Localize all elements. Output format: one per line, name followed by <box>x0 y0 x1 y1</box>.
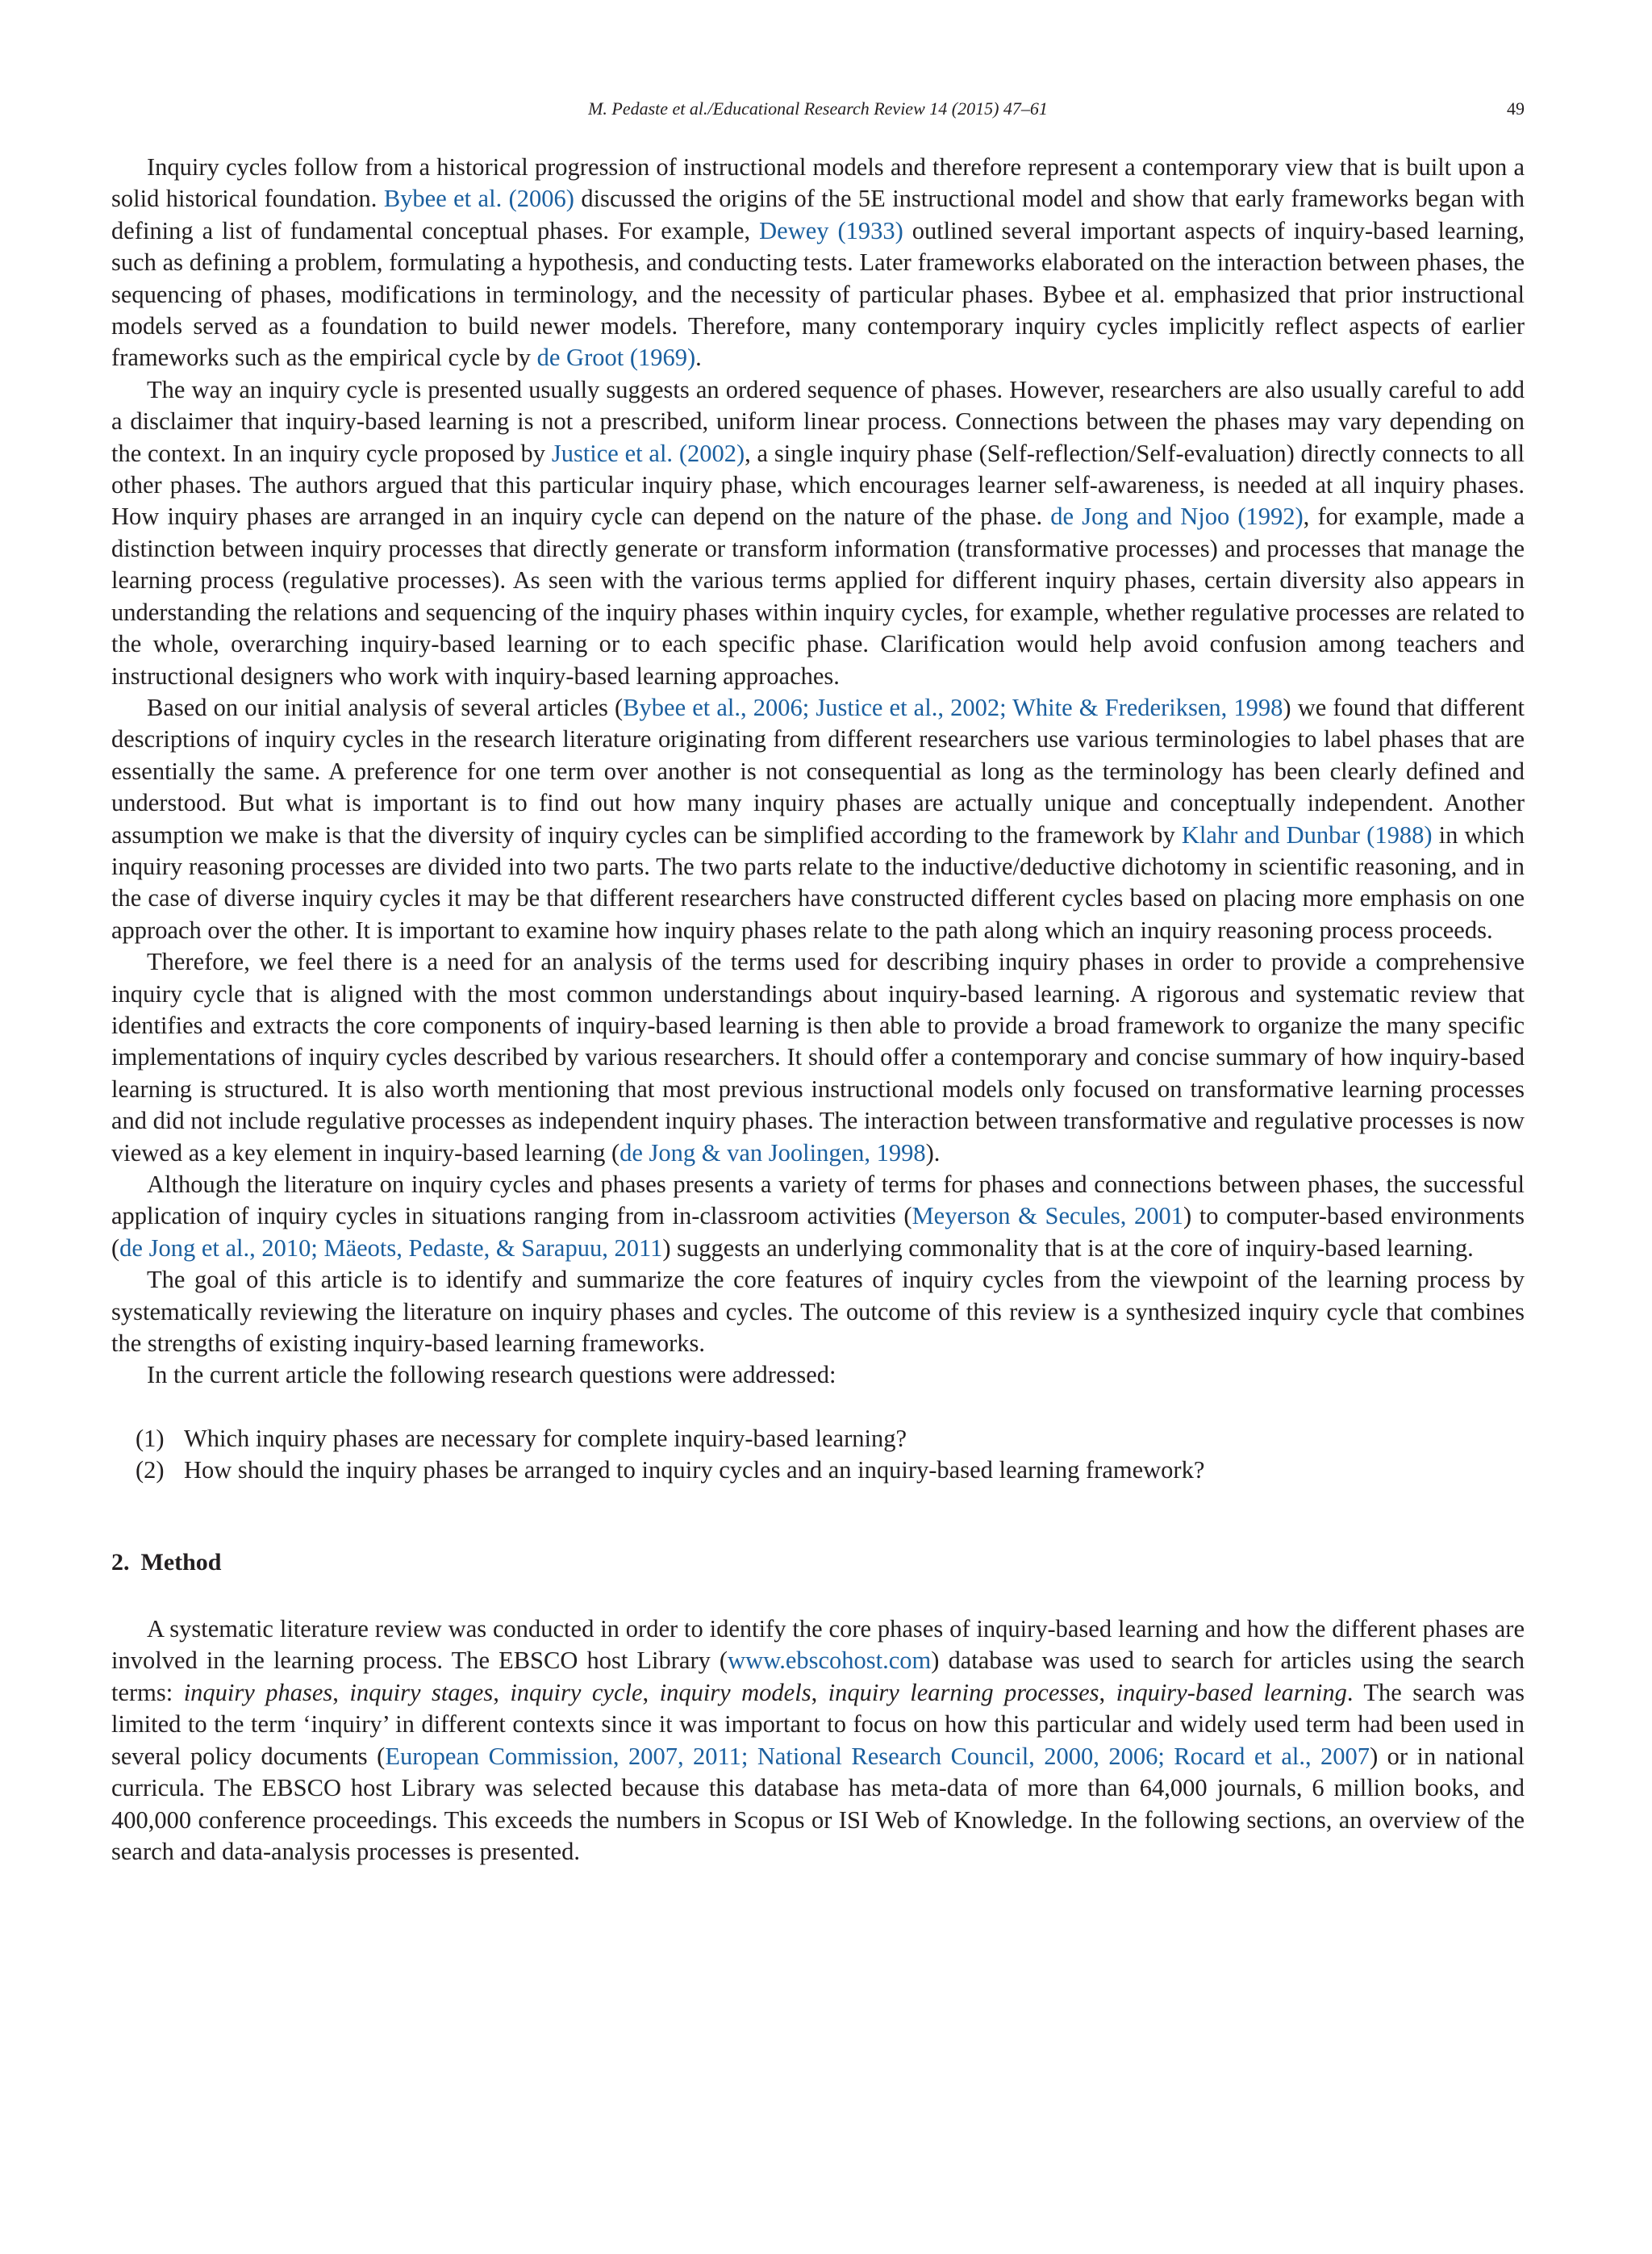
text-run: ) to computer-based environments ( <box>111 1202 1525 1262</box>
paragraph-7 <box>111 1359 1525 1391</box>
text-run: ). <box>925 1138 941 1167</box>
paragraph-8 <box>111 1613 1525 1868</box>
paragraph-4 <box>111 946 1525 1169</box>
paragraph-3 <box>111 692 1525 946</box>
website-link[interactable]: www.ebscohost.com <box>728 1647 932 1675</box>
section-number: 2. <box>111 1548 130 1576</box>
text-run: , a single inquiry phase (Self-reflection/Self-evaluation) directly connects to all other phases. The authors argued that this particular inquiry phase, which encourages learner self-awareness, is needed at all inquiry phases. How inquiry phases are arranged in an inquiry cycle can depend on the nature of the phase. <box>111 439 1525 531</box>
text-run: . The search was limited to the term ‘inquiry’ in different contexts since it was important to focus on how this particular and widely used term had been used in several policy documents ( <box>111 1678 1525 1770</box>
page-number: 49 <box>1507 98 1525 119</box>
text-run: ) database was used to search for articles using the search terms: <box>111 1647 1525 1706</box>
text-run: , <box>493 1678 511 1706</box>
text-run: ) we found that different descriptions of inquiry cycles in the research literature originating from different researchers use various terminologies to label phases that are essentially the same. A preference for one term over another is not consequential as long as the terminology has been clearly defined and understood. But what is important is to find out how many inquiry phases are actually unique and conceptually independent. Another assumption we make is that the diversity of inquiry cycles can be simplified according to the framework by <box>111 693 1525 849</box>
citation-link[interactable]: European Commission, 2007, 2011; National Research Council, 2000, 2006; Rocard et al., 2007 <box>385 1742 1370 1770</box>
text-run: outlined several important aspects of inquiry-based learning, such as defining a problem, formulating a hypothesis, and conducting tests. Later frameworks elaborated on the interaction between phases, the sequencing of phases, modifications in terminology, and the necessity of particular phases. Bybee et al. emphasized that prior instructional models served as a foundation to build newer models. Therefore, many contemporary inquiry cycles implicitly reflect aspects of earlier frameworks such as the empirical cycle by <box>111 216 1525 372</box>
search-term: inquiry-based learning <box>1116 1678 1347 1706</box>
list-item-text: How should the inquiry phases be arranged to inquiry cycles and an inquiry-based learning framework? <box>184 1456 1205 1484</box>
citation-link[interactable]: Bybee et al., 2006; Justice et al., 2002; White & Frederiksen, 1998 <box>623 693 1283 721</box>
citation-link[interactable]: Bybee et al. (2006) <box>383 185 574 213</box>
text-run: Therefore, we feel there is a need for an analysis of the terms used for describing inquiry phases in order to provide a comprehensive inquiry cycle that is aligned with the most common understandings about inquiry-based learning. A rigorous and systematic review that identifies and extracts the core components of inquiry-based learning is then able to provide a broad framework to organize the many specific implementations of inquiry cycles described by various researchers. It should offer a contemporary and concise summary of how inquiry-based learning is structured. It is also worth mentioning that most previous instructional models only focused on transformative learning processes and did not include regulative processes as independent inquiry phases. The interaction between transformative and regulative processes is now viewed as a key element in inquiry-based learning ( <box>111 948 1525 1167</box>
text-run: , <box>811 1678 828 1706</box>
text-run: In the current article the following research questions were addressed: <box>147 1361 836 1389</box>
search-term: inquiry learning processes <box>828 1678 1099 1706</box>
list-item-number: (2) <box>136 1456 165 1484</box>
section-title: Method <box>140 1548 222 1576</box>
text-run: ) suggests an underlying commonality that is at the core of inquiry-based learning. <box>662 1233 1474 1262</box>
list-item-number: (1) <box>136 1424 165 1452</box>
text-run: ) or in national curricula. The EBSCO host Library was selected because this database has meta-data of more than 64,000 journals, 6 million books, and 400,000 conference proceedings. This exceeds the numbers in Scopus or ISI Web of Knowledge. In the following sections, an overview of the search and data-analysis processes is presented. <box>111 1742 1525 1865</box>
paragraph-1 <box>111 152 1525 374</box>
citation-link[interactable]: de Groot (1969) <box>536 344 696 372</box>
paragraph-2 <box>111 374 1525 692</box>
running-header <box>111 98 1525 127</box>
text-run: Although the literature on inquiry cycles and phases presents a variety of terms for phases and connections between phases, the successful application of inquiry cycles in situations ranging from in-classroom activities ( <box>111 1171 1525 1230</box>
text-run: The goal of this article is to identify and summarize the core features of inquiry cycles from the viewpoint of the learning process by systematically reviewing the literature on inquiry phases and cycles. The outcome of this review is a synthesized inquiry cycle that combines the strengths of existing inquiry-based learning frameworks. <box>111 1266 1525 1358</box>
search-term: inquiry phases <box>183 1678 333 1706</box>
text-run: Based on our initial analysis of several articles ( <box>147 693 624 721</box>
text-run: The way an inquiry cycle is presented usually suggests an ordered sequence of phases. However, researchers are also usually careful to add a disclaimer that inquiry-based learning is not a prescribed, uniform linear process. Connections between the phases may vary depending on the context. In an inquiry cycle proposed by <box>111 375 1525 467</box>
search-term: inquiry models <box>659 1678 811 1706</box>
citation-link[interactable]: Dewey (1933) <box>759 216 903 244</box>
search-term: inquiry cycle <box>510 1678 643 1706</box>
text-run: , <box>1099 1678 1116 1706</box>
paragraph-5 <box>111 1169 1525 1264</box>
citation-link[interactable]: de Jong and Njoo (1992) <box>1050 503 1304 531</box>
section-heading-method <box>111 1546 1525 1578</box>
citation-link[interactable]: Justice et al. (2002) <box>551 439 745 467</box>
text-run: , <box>642 1678 660 1706</box>
paragraph-6 <box>111 1264 1525 1359</box>
text-run: , for example, made a distinction between inquiry processes that directly generate or transform information (transformative processes) and processes that manage the learning process (regulative processes). As seen with the various terms applied for different inquiry phases, certain diversity also appears in understanding the relations and sequencing of the inquiry phases within inquiry cycles, for example, whether regulative processes are related to the whole, overarching inquiry-based learning or to each specific phase. Clarification would help avoid confusion among teachers and instructional designers who work with inquiry-based learning approaches. <box>111 503 1525 690</box>
citation-link[interactable]: Klahr and Dunbar (1988) <box>1181 820 1433 849</box>
citation-link[interactable]: Meyerson & Secules, 2001 <box>912 1202 1183 1230</box>
search-term: inquiry stages <box>349 1678 494 1706</box>
list-item-text: Which inquiry phases are necessary for complete inquiry-based learning? <box>184 1424 907 1452</box>
list-item <box>111 1455 1525 1486</box>
text-run: . <box>695 344 702 372</box>
text-run: discussed the origins of the 5E instructional model and show that early frameworks began with defining a list of fundamental conceptual phases. For example, <box>111 185 1525 244</box>
text-run: in which inquiry reasoning processes are divided into two parts. The two parts relate to the inductive/deductive dichotomy in scientific reasoning, and in the case of diverse inquiry cycles it may be that different researchers have constructed different cycles based on placing more emphasis on one approach over the other. It is important to examine how inquiry phases relate to the path along which an inquiry reasoning process proceeds. <box>111 820 1525 944</box>
text-run: Inquiry cycles follow from a historical progression of instructional models and therefore represent a contemporary view that is built upon a solid historical foundation. <box>111 153 1525 213</box>
citation-link[interactable]: de Jong & van Joolingen, 1998 <box>620 1138 926 1167</box>
citation-link[interactable]: de Jong et al., 2010; Mäeots, Pedaste, & Sarapuu, 2011 <box>119 1233 663 1262</box>
text-run: , <box>332 1678 350 1706</box>
list-item <box>111 1423 1525 1455</box>
text-run: A systematic literature review was conducted in order to identify the core phases of inquiry-based learning and how the different phases are involved in the learning process. The EBSCO host Library ( <box>111 1615 1525 1675</box>
research-questions-list <box>111 1423 1525 1487</box>
running-title: M. Pedaste et al./Educational Research Review 14 (2015) 47–61 <box>588 98 1048 119</box>
article-body <box>111 152 1525 1868</box>
